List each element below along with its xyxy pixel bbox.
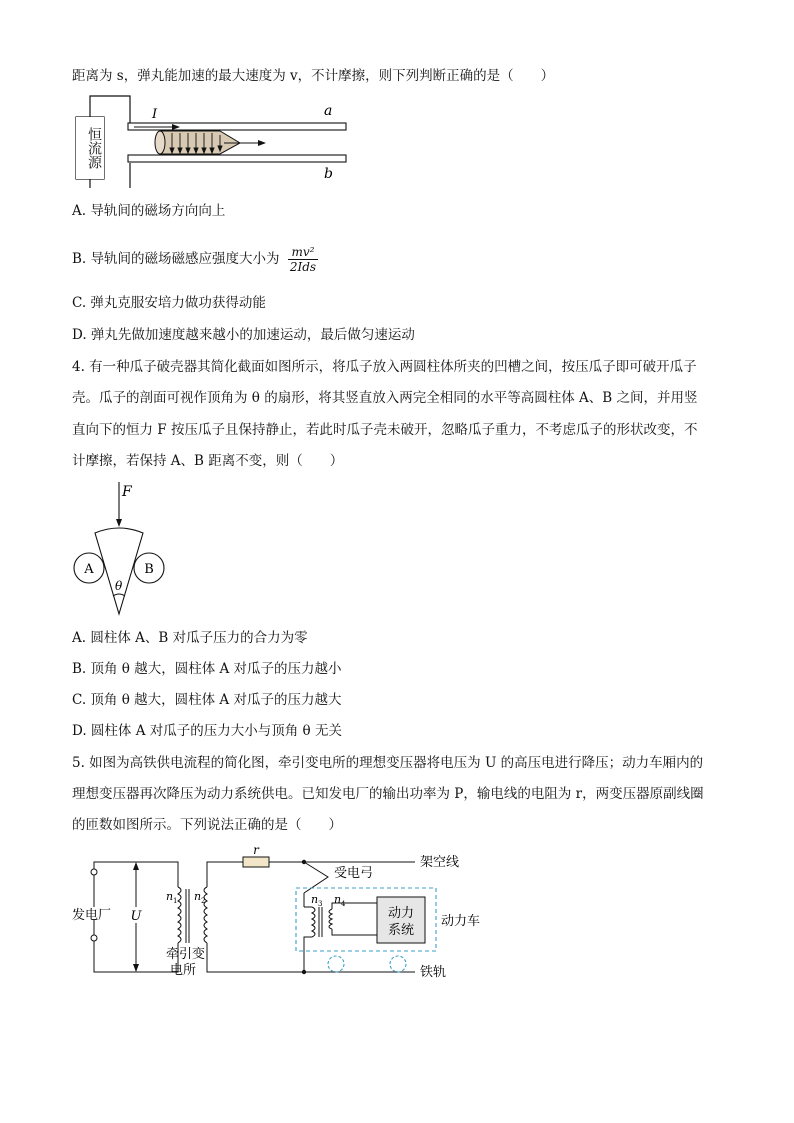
q4-line-2: 壳。瓜子的剖面可视作顶角为 θ 的扇形，将其竖直放入两完全相同的水平等高圆柱体 A、B 之间，并用竖 [72, 390, 698, 406]
seed-cracker-figure [70, 480, 170, 620]
terminal-bottom [91, 935, 97, 941]
q5-line-2: 理想变压器再次降压为动力系统供电。已知发电厂的输出功率为 P，输电线的电阻为 r，两变压器原副线圈 [72, 786, 704, 802]
rail-b-label: b [324, 166, 333, 182]
q3-option-b-text: B. 导轨间的磁场磁感应强度大小为 [72, 251, 280, 267]
substation-label-2: 电所 [170, 963, 197, 978]
force-arrow [116, 519, 122, 527]
svg-text:1: 1 [173, 897, 178, 905]
rail-label: 铁轨 [420, 965, 447, 980]
power-plant-label: 发电厂 [72, 908, 112, 923]
rail-b [128, 155, 346, 162]
power-system-label-1: 动力 [387, 906, 415, 921]
q3-option-a: A. 导轨间的磁场方向向上 [72, 203, 226, 219]
current-label: I [152, 107, 158, 122]
coil-n3 [312, 907, 315, 937]
cylinder-a-label: A [84, 562, 94, 577]
q3-option-d: D. 弹丸先做加速度越来越小的加速运动，最后做匀速运动 [72, 327, 415, 343]
current-source-label: 恒流源 [76, 117, 104, 179]
overhead-line-label: 架空线 [420, 855, 460, 870]
q5-line-3: 的匝数如图所示。下列说法正确的是（ ） [72, 817, 342, 833]
angle-label: θ [115, 579, 123, 593]
q4-line-3: 直向下的恒力 F 按压瓜子且保持静止，若此时瓜子壳未破开，忽略瓜子重力，不考虑瓜子的形状改变，不 [72, 422, 698, 438]
n4-label: n [334, 893, 342, 906]
coil-n4 [329, 909, 332, 929]
q5-line-1: 5. 如图为高铁供电流程的简化图，牵引变电所的理想变压器将电压为 U 的高压电进行降压；动力车厢内的 [72, 755, 704, 771]
rail-power-figure [70, 845, 490, 985]
rail-a-label: a [324, 103, 333, 119]
substation-label-1: 牵引变 [166, 947, 206, 962]
power-system-label-2: 系统 [387, 923, 415, 938]
q4-option-b: B. 顶角 θ 越大，圆柱体 A 对瓜子的压力越小 [72, 661, 342, 677]
coil-n2 [204, 887, 207, 943]
q3-option-b-fraction [288, 245, 318, 274]
voltage-label: U [130, 909, 142, 924]
wheel-left [328, 956, 344, 972]
pantograph-label: 受电弓 [334, 866, 374, 881]
resistor-r [243, 857, 269, 867]
fraction-denominator: 2Ids [289, 260, 317, 274]
terminal-top [91, 869, 97, 875]
q3-option-c: C. 弹丸克服安培力做功获得动能 [72, 295, 266, 311]
q4-line-4: 计摩擦，若保持 A、B 距离不变，则（ ） [72, 453, 344, 469]
motion-arrow [258, 140, 266, 146]
n2-label: n [194, 890, 202, 903]
n3-label: n [311, 893, 319, 906]
svg-text:2: 2 [201, 897, 206, 905]
coil-n1 [178, 887, 181, 943]
q4-option-c: C. 顶角 θ 越大，圆柱体 A 对瓜子的压力越大 [72, 692, 342, 708]
q4-option-a: A. 圆柱体 A、B 对瓜子压力的合力为零 [72, 630, 308, 646]
q3-intro-text: 距离为 s，弹丸能加速的最大速度为 v，不计摩擦，则下列判断正确的是（ ） [72, 68, 555, 84]
svg-text:4: 4 [341, 900, 346, 908]
railgun-figure [74, 93, 354, 188]
fraction-numerator: mv² [288, 245, 318, 260]
q3-option-b [72, 240, 318, 278]
resistor-label: r [253, 845, 259, 857]
wheel-right [390, 956, 406, 972]
cylinder-b-label: B [144, 562, 154, 577]
svg-text:3: 3 [318, 900, 323, 908]
n1-label: n [166, 890, 174, 903]
force-label: F [122, 484, 132, 500]
q4-line-1: 4. 有一种瓜子破壳器其简化截面如图所示，将瓜子放入两圆柱体所夹的凹槽之间，按压瓜子即可破开瓜子 [72, 359, 697, 375]
train-label: 动力车 [441, 914, 481, 929]
q4-option-d: D. 圆柱体 A 对瓜子的压力大小与顶角 θ 无关 [72, 723, 342, 739]
